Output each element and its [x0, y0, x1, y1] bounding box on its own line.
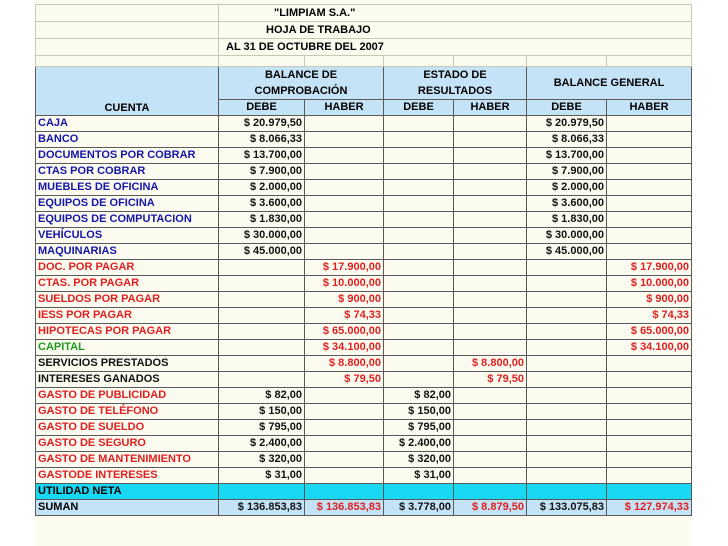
amount-bg-debe: $ 2.000,00: [527, 180, 607, 196]
amount-er-haber: [454, 452, 527, 468]
title-row-subtitle: [36, 22, 692, 39]
amount-bg-haber: [607, 132, 692, 148]
amount-bg-debe: $ 7.900,00: [527, 164, 607, 180]
amount-bc-debe: $ 1.830,00: [219, 212, 305, 228]
table-row: [36, 340, 692, 356]
header-balance-comprobacion: BALANCE DE COMPROBACIÓN: [219, 67, 384, 100]
account-name: SUELDOS POR PAGAR: [36, 292, 219, 308]
amount-er-debe: $ 795,00: [384, 420, 454, 436]
amount-bc-debe: [219, 260, 305, 276]
table-row: [36, 212, 692, 228]
amount-bg-debe: $ 20.979,50: [527, 116, 607, 132]
account-name: HIPOTECAS POR PAGAR: [36, 324, 219, 340]
table-row: [36, 196, 692, 212]
header-er-haber: HABER: [454, 100, 527, 116]
amount-er-debe: [384, 116, 454, 132]
amount-bc-debe: [219, 356, 305, 372]
amount-er-debe: [384, 308, 454, 324]
amount-er-debe: [384, 372, 454, 388]
account-name: SERVICIOS PRESTADOS: [36, 356, 219, 372]
amount-bg-haber: [607, 436, 692, 452]
table-row: [36, 420, 692, 436]
amount-bc-haber: [305, 228, 384, 244]
table-row: [36, 372, 692, 388]
amount-bg-haber: $ 17.900,00: [607, 260, 692, 276]
amount-bc-haber: $ 10.000,00: [305, 276, 384, 292]
account-name: IESS POR PAGAR: [36, 308, 219, 324]
amount-bc-haber: $ 8.800,00: [305, 356, 384, 372]
table-row: [36, 164, 692, 180]
totals-label: SUMAN: [36, 500, 219, 516]
amount-bc-haber: [305, 148, 384, 164]
account-name: INTERESES GANADOS: [36, 372, 219, 388]
account-name: GASTO DE SEGURO: [36, 436, 219, 452]
table-row: [36, 260, 692, 276]
total-er-debe: $ 3.778,00: [384, 500, 454, 516]
amount-bg-debe: [527, 436, 607, 452]
table-row: [36, 324, 692, 340]
amount-bc-debe: $ 3.600,00: [219, 196, 305, 212]
account-name: VEHÍCULOS: [36, 228, 219, 244]
table-row: [36, 180, 692, 196]
utilidad-empty-cell: [454, 484, 527, 500]
account-name: BANCO: [36, 132, 219, 148]
amount-er-haber: $ 8.800,00: [454, 356, 527, 372]
amount-bg-haber: $ 10.000,00: [607, 276, 692, 292]
amount-bg-debe: $ 13.700,00: [527, 148, 607, 164]
utilidad-empty-cell: [607, 484, 692, 500]
amount-bg-haber: $ 900,00: [607, 292, 692, 308]
amount-bg-haber: [607, 452, 692, 468]
header-cuenta: CUENTA: [36, 67, 219, 116]
amount-bc-debe: $ 31,00: [219, 468, 305, 484]
amount-bg-debe: [527, 308, 607, 324]
amount-bg-haber: [607, 228, 692, 244]
amount-bg-haber: [607, 196, 692, 212]
amount-bg-haber: [607, 180, 692, 196]
table-row: [36, 436, 692, 452]
account-name: GASTO DE PUBLICIDAD: [36, 388, 219, 404]
amount-er-debe: [384, 276, 454, 292]
amount-er-debe: [384, 180, 454, 196]
table-row: [36, 404, 692, 420]
amount-bc-haber: [305, 132, 384, 148]
utilidad-neta-label: UTILIDAD NETA: [36, 484, 219, 500]
amount-er-debe: [384, 356, 454, 372]
amount-er-debe: [384, 132, 454, 148]
amount-bc-debe: $ 45.000,00: [219, 244, 305, 260]
amount-er-haber: [454, 324, 527, 340]
amount-bg-haber: [607, 212, 692, 228]
amount-bg-haber: [607, 420, 692, 436]
header-bg-haber: HABER: [607, 100, 692, 116]
table-row: [36, 468, 692, 484]
amount-bg-haber: [607, 164, 692, 180]
header-er-debe: DEBE: [384, 100, 454, 116]
table-row: [36, 228, 692, 244]
amount-bc-haber: [305, 116, 384, 132]
amount-bg-haber: [607, 148, 692, 164]
amount-bg-haber: [607, 468, 692, 484]
utilidad-neta-row: [36, 484, 692, 500]
table-row: [36, 308, 692, 324]
table-row: [36, 244, 692, 260]
amount-bc-debe: [219, 340, 305, 356]
table-row: [36, 292, 692, 308]
account-name: EQUIPOS DE COMPUTACION: [36, 212, 219, 228]
total-bg-debe: $ 133.075,83: [527, 500, 607, 516]
account-name: DOC. POR PAGAR: [36, 260, 219, 276]
title-row-company: [36, 5, 692, 22]
amount-bc-haber: [305, 164, 384, 180]
amount-bg-debe: $ 3.600,00: [527, 196, 607, 212]
total-bc-debe: $ 136.853,83: [219, 500, 305, 516]
amount-bg-debe: [527, 388, 607, 404]
amount-bg-haber: $ 74,33: [607, 308, 692, 324]
amount-bc-haber: [305, 452, 384, 468]
amount-er-debe: [384, 292, 454, 308]
amount-bc-debe: [219, 324, 305, 340]
amount-bc-debe: $ 13.700,00: [219, 148, 305, 164]
amount-er-debe: [384, 340, 454, 356]
amount-bg-haber: $ 34.100,00: [607, 340, 692, 356]
amount-bg-debe: $ 8.066,33: [527, 132, 607, 148]
table-row: [36, 276, 692, 292]
amount-bc-haber: [305, 468, 384, 484]
amount-bg-debe: [527, 452, 607, 468]
amount-bc-debe: [219, 292, 305, 308]
amount-bg-debe: $ 45.000,00: [527, 244, 607, 260]
totals-row: [36, 500, 692, 516]
table-row: [36, 116, 692, 132]
amount-bc-haber: $ 17.900,00: [305, 260, 384, 276]
amount-bc-debe: $ 82,00: [219, 388, 305, 404]
worksheet-date: AL 31 DE OCTUBRE DEL 2007: [219, 39, 692, 56]
amount-bg-haber: [607, 372, 692, 388]
amount-er-debe: [384, 324, 454, 340]
amount-er-haber: [454, 340, 527, 356]
table-row: [36, 388, 692, 404]
amount-bc-debe: $ 795,00: [219, 420, 305, 436]
amount-er-haber: [454, 388, 527, 404]
amount-bc-debe: $ 320,00: [219, 452, 305, 468]
amount-bg-debe: [527, 260, 607, 276]
total-bg-haber: $ 127.974,33: [607, 500, 692, 516]
total-bc-haber: $ 136.853,83: [305, 500, 384, 516]
header-bc-debe: DEBE: [219, 100, 305, 116]
amount-er-haber: [454, 148, 527, 164]
amount-er-haber: [454, 132, 527, 148]
amount-bg-debe: [527, 468, 607, 484]
account-name: DOCUMENTOS POR COBRAR: [36, 148, 219, 164]
amount-bg-haber: [607, 404, 692, 420]
amount-bc-haber: $ 65.000,00: [305, 324, 384, 340]
amount-bc-haber: $ 900,00: [305, 292, 384, 308]
amount-er-debe: $ 320,00: [384, 452, 454, 468]
account-name: MAQUINARIAS: [36, 244, 219, 260]
amount-er-debe: [384, 228, 454, 244]
amount-bg-debe: $ 1.830,00: [527, 212, 607, 228]
amount-bc-haber: [305, 196, 384, 212]
amount-er-debe: [384, 196, 454, 212]
table-row: [36, 356, 692, 372]
account-name: CAJA: [36, 116, 219, 132]
amount-er-haber: $ 79,50: [454, 372, 527, 388]
amount-bc-debe: $ 2.400,00: [219, 436, 305, 452]
amount-bc-haber: $ 34.100,00: [305, 340, 384, 356]
amount-bc-haber: [305, 388, 384, 404]
amount-er-debe: [384, 212, 454, 228]
amount-bg-haber: [607, 388, 692, 404]
amount-bc-haber: [305, 404, 384, 420]
header-balance-general: BALANCE GENERAL: [527, 67, 692, 100]
amount-bc-debe: $ 7.900,00: [219, 164, 305, 180]
account-name: EQUIPOS DE OFICINA: [36, 196, 219, 212]
amount-bc-debe: $ 150,00: [219, 404, 305, 420]
header-estado-resultados: ESTADO DE RESULTADOS: [384, 67, 527, 100]
amount-er-debe: [384, 260, 454, 276]
utilidad-empty-cell: [219, 484, 305, 500]
amount-bc-haber: $ 74,33: [305, 308, 384, 324]
amount-bc-debe: [219, 276, 305, 292]
table-row: [36, 452, 692, 468]
worksheet-subtitle: HOJA DE TRABAJO: [219, 22, 692, 39]
amount-er-haber: [454, 420, 527, 436]
amount-bc-debe: $ 2.000,00: [219, 180, 305, 196]
account-name: CAPITAL: [36, 340, 219, 356]
amount-er-haber: [454, 244, 527, 260]
amount-er-haber: [454, 180, 527, 196]
amount-bc-debe: $ 8.066,33: [219, 132, 305, 148]
table-row: [36, 132, 692, 148]
total-er-haber: $ 8.879,50: [454, 500, 527, 516]
spacer-row: [36, 56, 692, 67]
amount-bc-debe: [219, 308, 305, 324]
utilidad-empty-cell: [527, 484, 607, 500]
amount-bg-debe: [527, 372, 607, 388]
amount-bc-haber: [305, 212, 384, 228]
amount-er-debe: [384, 164, 454, 180]
amount-er-debe: [384, 244, 454, 260]
account-name: GASTO DE SUELDO: [36, 420, 219, 436]
account-name: GASTODE INTERESES: [36, 468, 219, 484]
amount-bc-haber: [305, 180, 384, 196]
amount-bg-debe: [527, 324, 607, 340]
table-row: [36, 148, 692, 164]
amount-er-haber: [454, 436, 527, 452]
amount-er-haber: [454, 468, 527, 484]
account-name: GASTO DE MANTENIMIENTO: [36, 452, 219, 468]
amount-bg-debe: $ 30.000,00: [527, 228, 607, 244]
amount-bc-debe: [219, 372, 305, 388]
amount-bg-debe: [527, 356, 607, 372]
amount-bc-debe: $ 20.979,50: [219, 116, 305, 132]
amount-er-haber: [454, 164, 527, 180]
amount-er-haber: [454, 276, 527, 292]
amount-er-debe: [384, 148, 454, 164]
account-name: MUEBLES DE OFICINA: [36, 180, 219, 196]
amount-bc-haber: [305, 436, 384, 452]
amount-bg-debe: [527, 276, 607, 292]
amount-er-debe: $ 82,00: [384, 388, 454, 404]
amount-er-haber: [454, 116, 527, 132]
amount-bc-haber: [305, 420, 384, 436]
utilidad-empty-cell: [384, 484, 454, 500]
amount-bg-haber: [607, 244, 692, 260]
company-name: "LIMPIAM S.A.": [219, 5, 692, 22]
title-row-date: [36, 39, 692, 56]
account-name: CTAS. POR PAGAR: [36, 276, 219, 292]
amount-er-debe: $ 31,00: [384, 468, 454, 484]
amount-er-haber: [454, 196, 527, 212]
utilidad-empty-cell: [305, 484, 384, 500]
amount-bg-debe: [527, 420, 607, 436]
amount-er-haber: [454, 228, 527, 244]
amount-bg-haber: $ 65.000,00: [607, 324, 692, 340]
header-bg-debe: DEBE: [527, 100, 607, 116]
amount-er-haber: [454, 308, 527, 324]
amount-er-debe: $ 2.400,00: [384, 436, 454, 452]
account-name: CTAS POR COBRAR: [36, 164, 219, 180]
amount-er-haber: [454, 260, 527, 276]
header-bc-haber: HABER: [305, 100, 384, 116]
amount-bg-debe: [527, 404, 607, 420]
amount-er-haber: [454, 292, 527, 308]
amount-bg-haber: [607, 356, 692, 372]
amount-bg-debe: [527, 292, 607, 308]
amount-er-haber: [454, 404, 527, 420]
header-row-groups: [36, 67, 692, 100]
amount-bg-debe: [527, 340, 607, 356]
amount-er-haber: [454, 212, 527, 228]
amount-bc-haber: [305, 244, 384, 260]
amount-er-debe: $ 150,00: [384, 404, 454, 420]
worksheet-table: [35, 4, 692, 516]
account-name: GASTO DE TELÉFONO: [36, 404, 219, 420]
amount-bc-debe: $ 30.000,00: [219, 228, 305, 244]
amount-bc-haber: $ 79,50: [305, 372, 384, 388]
amount-bg-haber: [607, 116, 692, 132]
